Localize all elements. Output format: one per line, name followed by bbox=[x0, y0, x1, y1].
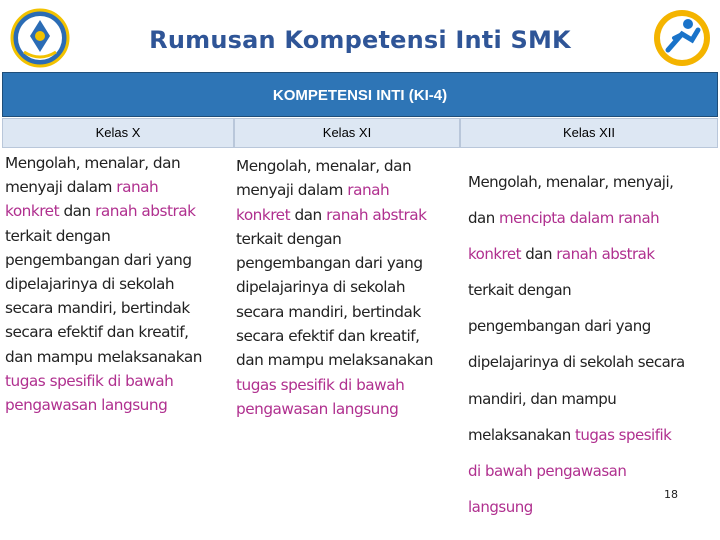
text-segment: dan bbox=[468, 209, 499, 228]
text-line bbox=[468, 417, 720, 453]
text-line bbox=[5, 151, 233, 175]
highlighted-text: langsung bbox=[468, 497, 533, 516]
highlighted-text: ranah abstrak bbox=[326, 205, 427, 224]
highlighted-text: konkret bbox=[5, 202, 60, 221]
text-line bbox=[236, 154, 458, 178]
text-segment: mandiri, dan mampu bbox=[468, 389, 617, 408]
highlighted-text: tugas spesifik di bawah bbox=[236, 375, 405, 394]
text-segment: secara efektif dan kreatif, bbox=[5, 323, 189, 342]
text-line bbox=[5, 296, 233, 320]
text-segment: secara mandiri, bertindak bbox=[5, 299, 190, 318]
text-line bbox=[5, 272, 233, 296]
text-line bbox=[468, 164, 720, 200]
text-segment: Mengolah, menalar, menyaji, bbox=[468, 173, 674, 191]
text-line bbox=[236, 203, 458, 227]
text-segment: pengembangan dari yang bbox=[468, 317, 651, 336]
text-line bbox=[236, 300, 458, 324]
text-line bbox=[236, 178, 458, 202]
highlighted-text: di bawah pengawasan bbox=[468, 461, 627, 480]
text-line bbox=[5, 224, 233, 248]
highlighted-text: tugas spesifik bbox=[574, 425, 672, 444]
text-segment: Mengolah, menalar, dan bbox=[5, 154, 181, 172]
text-line bbox=[236, 324, 458, 348]
column-text-kelas-x bbox=[5, 151, 233, 417]
highlighted-text: pengawasan langsung bbox=[236, 399, 399, 418]
text-segment: pengembangan dari yang bbox=[236, 254, 423, 273]
text-line bbox=[468, 344, 720, 380]
text-line bbox=[236, 373, 458, 397]
text-segment: dan bbox=[59, 202, 96, 221]
column-header-kelas-xii: Kelas XII bbox=[460, 118, 718, 148]
highlighted-text: ranah bbox=[347, 181, 390, 200]
column-text-kelas-xii bbox=[468, 164, 720, 525]
column-header-kelas-xi: Kelas XI bbox=[234, 118, 460, 148]
text-line bbox=[468, 453, 720, 489]
text-line bbox=[236, 227, 458, 251]
text-segment: Mengolah, menalar, dan bbox=[236, 157, 412, 175]
highlighted-text: tugas spesifik di bawah bbox=[5, 371, 174, 390]
highlighted-text: pengawasan langsung bbox=[5, 396, 168, 415]
text-segment: terkait dengan bbox=[468, 281, 572, 300]
text-line bbox=[5, 393, 233, 417]
text-line bbox=[5, 369, 233, 393]
text-line bbox=[468, 200, 720, 236]
text-segment: secara efektif dan kreatif, bbox=[236, 327, 420, 346]
text-segment: dan mampu melaksanakan bbox=[5, 347, 202, 366]
text-line bbox=[236, 397, 458, 421]
text-line bbox=[236, 348, 458, 372]
text-line bbox=[236, 275, 458, 299]
text-segment: dipelajarinya di sekolah secara bbox=[468, 353, 685, 372]
text-line bbox=[468, 272, 720, 308]
highlighted-text: konkret bbox=[236, 205, 291, 224]
text-segment: melaksanakan bbox=[468, 425, 575, 444]
text-segment: dipelajarinya di sekolah bbox=[5, 275, 175, 294]
text-line bbox=[236, 251, 458, 275]
column-header-kelas-x: Kelas X bbox=[2, 118, 234, 148]
text-segment: dan mampu melaksanakan bbox=[236, 351, 433, 370]
text-segment: pengembangan dari yang bbox=[5, 250, 192, 269]
highlighted-text: konkret bbox=[468, 245, 521, 264]
text-segment: secara mandiri, bertindak bbox=[236, 302, 421, 321]
text-line bbox=[5, 320, 233, 344]
section-banner: KOMPETENSI INTI (KI-4) bbox=[2, 72, 718, 117]
text-line bbox=[5, 199, 233, 223]
text-line bbox=[468, 236, 720, 272]
text-line bbox=[468, 489, 720, 525]
text-line bbox=[5, 345, 233, 369]
text-segment: terkait dengan bbox=[236, 229, 342, 248]
highlighted-text: ranah bbox=[116, 178, 159, 197]
text-segment: dan bbox=[290, 205, 327, 224]
text-line bbox=[5, 248, 233, 272]
highlighted-text: ranah abstrak bbox=[556, 245, 655, 264]
text-segment: dipelajarinya di sekolah bbox=[236, 278, 406, 297]
text-segment: terkait dengan bbox=[5, 226, 111, 245]
text-line bbox=[5, 175, 233, 199]
page-title: Rumusan Kompetensi Inti SMK bbox=[149, 26, 571, 54]
highlighted-text: mencipta dalam ranah bbox=[499, 209, 660, 228]
page-number: 18 bbox=[664, 488, 678, 501]
text-segment: menyaji dalam bbox=[236, 181, 348, 200]
column-text-kelas-xi bbox=[236, 154, 458, 421]
text-line bbox=[468, 381, 720, 417]
text-segment: dan bbox=[520, 245, 557, 264]
text-segment: menyaji dalam bbox=[5, 178, 117, 197]
text-line bbox=[468, 308, 720, 344]
highlighted-text: ranah abstrak bbox=[95, 202, 196, 221]
